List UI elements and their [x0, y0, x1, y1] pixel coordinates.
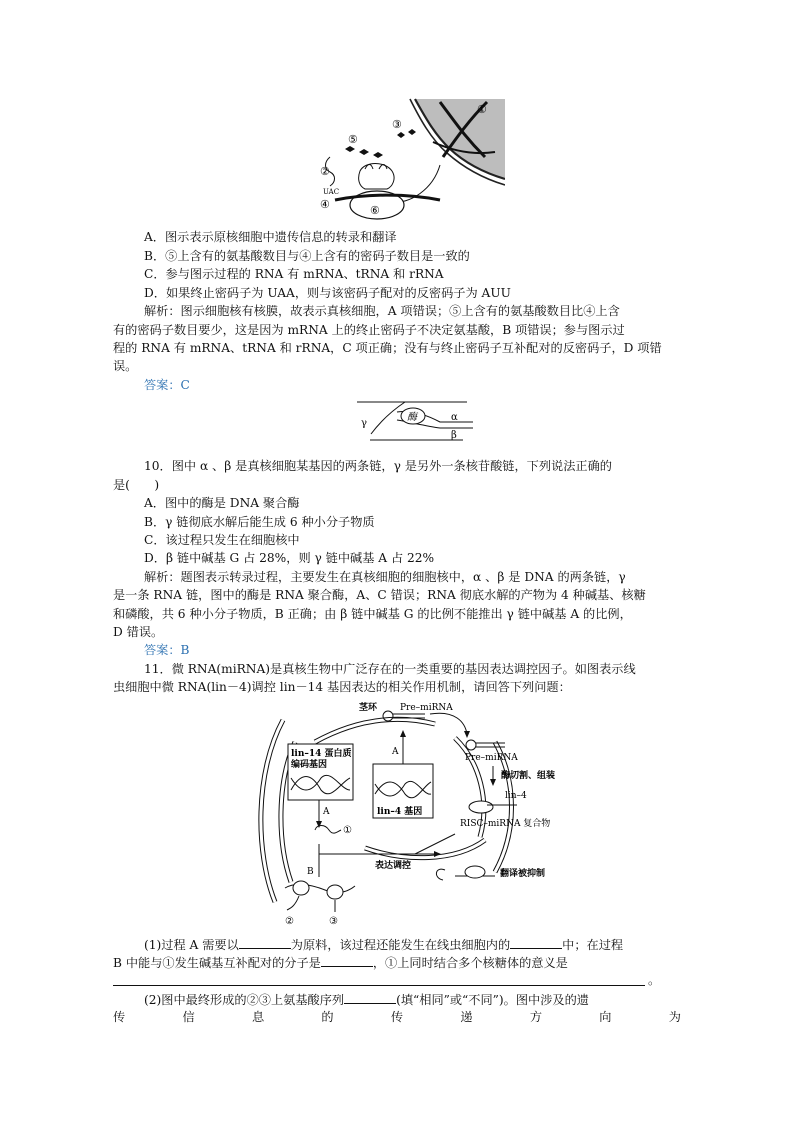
regulate-label: 表达调控 — [375, 861, 412, 871]
peptide-chain — [345, 146, 383, 158]
answer-blank-5[interactable] — [344, 991, 396, 1004]
pre-mirna-2-strand — [476, 743, 505, 747]
q10-analysis-1: 解析：题图表示转录过程，主要发生在真核细胞的细胞核中，α 、β 是 DNA 的两条链，γ — [144, 570, 626, 584]
transcription-figure — [355, 392, 475, 448]
label-2: ② — [320, 165, 330, 178]
translation-figure — [315, 97, 505, 222]
alpha-label: α — [451, 412, 458, 423]
q9-option-b: B．⑤上含有的氨基酸数目与④上含有的密码子数目是一致的 — [144, 249, 470, 263]
inhibit-label: 翻译被抑制 — [500, 869, 546, 879]
label-c1: ① — [343, 825, 352, 836]
risc-complex — [469, 801, 493, 813]
risc-label: RISC–miRNA 复合物 — [460, 819, 551, 829]
label-3: ③ — [392, 118, 402, 131]
mirna-figure — [255, 702, 595, 930]
q11-p2-char-5: 传 — [390, 1010, 404, 1024]
q11-p2-char-3: 息 — [251, 1010, 265, 1024]
label-A-left: A — [323, 807, 330, 817]
export-arrowhead — [464, 731, 470, 738]
q11-p1-c: 中；在过程 — [562, 938, 624, 952]
label-B: B — [307, 867, 314, 877]
export-arrow — [430, 713, 467, 734]
lin14-label-2: 编码基因 — [291, 760, 328, 770]
q9-analysis-2: 有的密码子数目要少，这是因为 mRNA 上的终止密码子不决定氨基酸，B 项错误；参与图示过 — [113, 323, 625, 337]
q10-answer: 答案：B — [144, 643, 190, 657]
cut-label: 酶切割、组装 — [501, 771, 556, 781]
q10-analysis-2: 是一条 RNA 链，图中的酶是 RNA 聚合酶，A、C 错误；RNA 彻底水解的产物为 4 种碱基、核糖 — [113, 588, 646, 602]
q11-p1-a: (1)过程 A 需要以 — [144, 938, 239, 952]
label-6: ⑥ — [370, 204, 380, 217]
nucleus-shading — [415, 99, 505, 179]
q9-option-d: D．如果终止密码子为 UAA，则与该密码子配对的反密码子为 AUU — [144, 286, 511, 300]
enzyme-label: 酶 — [407, 412, 417, 423]
beta-label: β — [451, 430, 457, 441]
q9-analysis-3: 程的 RNA 有 mRNA、tRNA 和 rRNA，C 项正确；没有与终止密码子互补配对的反密码子，D 项错 — [113, 341, 662, 355]
q10-option-c: C．该过程只发生在细胞核中 — [144, 533, 300, 547]
q11-p2-line2 — [113, 1009, 681, 1025]
q10-option-d: D．β 链中碱基 G 占 28%，则 γ 链中碱基 A 占 22% — [144, 551, 435, 565]
gamma-label: γ — [361, 418, 367, 429]
q9-answer: 答案：C — [144, 378, 190, 392]
q11-stem-2: 虫细胞中微 RNA(lin－4)调控 lin－14 基因表达的相关作用机制，请回答下列问题： — [113, 680, 571, 694]
q11-p1-line2 — [113, 954, 568, 971]
q9-option-a: A．图示表示原核细胞中遗传信息的转录和翻译 — [144, 230, 397, 244]
q10-stem-1: 10．图中 α 、β 是真核细胞某基因的两条链，γ 是另外一条核苷酸链，下列说法正确的 — [144, 459, 612, 473]
answer-blank-1[interactable] — [239, 936, 291, 949]
q9-analysis-4: 误。 — [113, 359, 138, 373]
q11-p2-char-1: 传 — [113, 1010, 126, 1024]
q11-p2-char-9: 为 — [668, 1010, 681, 1024]
ribosome-small — [359, 164, 394, 190]
label-c3: ③ — [329, 916, 338, 927]
q10-option-b: B．γ 链彻底水解后能生成 6 种小分子物质 — [144, 515, 375, 529]
stem-loop-label: 茎环 — [359, 703, 378, 713]
q10-stem-2: 是( ) — [113, 478, 160, 492]
arrow-A-up-head — [400, 730, 406, 737]
label-c2: ② — [285, 916, 294, 927]
q9-option-c: C．参与图示过程的 RNA 有 mRNA、tRNA 和 rRNA — [144, 267, 444, 281]
q11-p2-char-4: 的 — [321, 1010, 334, 1024]
ribosome-2 — [327, 885, 343, 899]
label-4: ④ — [320, 198, 330, 211]
cut-arrowhead — [490, 779, 496, 786]
answer-blank-4[interactable] — [113, 985, 645, 986]
q11-p1-d: B 中能与①发生碱基互补配对的分子是 — [113, 956, 321, 970]
q11-p1-b: 为原料，该过程还能发生在线虫细胞内的 — [290, 938, 511, 952]
q11-p2-a: (2)图中最终形成的②③上氨基酸序列 — [144, 993, 345, 1007]
risc-to-regulate-line — [415, 834, 455, 854]
label-A-top: A — [392, 747, 399, 757]
answer-blank-2[interactable] — [510, 936, 562, 949]
q11-p2-char-7: 方 — [529, 1010, 542, 1024]
lin14-label-1: lin–14 蛋白质 — [291, 749, 352, 759]
q11-p2-char-8: 向 — [599, 1010, 612, 1024]
lin4-mirna-label: lin–4 — [505, 791, 527, 801]
label-1: ① — [477, 103, 487, 116]
q11-p2-line1 — [144, 991, 589, 1008]
q11-p1-e: ，①上同时结合多个核糖体的意义是 — [372, 956, 568, 970]
q11-p2-char-2: 信 — [182, 1010, 195, 1024]
membrane-top — [315, 719, 435, 742]
pre-mirna-2-label: Pre–miRNA — [465, 753, 518, 763]
inhibited-complex — [465, 866, 485, 878]
lin4-gene-label: lin–4 基因 — [377, 807, 423, 817]
q10-analysis-3: 和磷酸，共 6 种小分子物质，B 正确；由 β 链中碱基 G 的比例不能推出 γ 链中碱基 A 的比例， — [113, 607, 632, 621]
anticodon: UAC — [323, 188, 340, 196]
gamma-chain — [371, 402, 405, 434]
peptide-2 — [287, 896, 299, 910]
q10-option-a: A．图中的酶是 DNA 聚合酶 — [144, 496, 300, 510]
q11-p2-char-6: 递 — [460, 1010, 473, 1024]
q11-p1-line1 — [144, 936, 623, 953]
answer-blank-3[interactable] — [321, 954, 373, 967]
q11-stem-1: 11．微 RNA(miRNA)是真核生物中广泛存在的一类重要的基因表达调控因子。如图表示线 — [144, 662, 636, 676]
label-5: ⑤ — [348, 133, 358, 146]
q9-analysis-1: 解析：图示细胞核有核膜，故表示真核细胞，A 项错误；⑤上含有的氨基酸数目比④上含 — [144, 304, 620, 318]
q10-analysis-4: D 错误。 — [113, 625, 164, 639]
pre-mirna-1-label: Pre–miRNA — [400, 703, 453, 713]
q11-p1-f: 。 — [648, 973, 661, 987]
ribosome-1 — [293, 881, 309, 895]
inhibited-mrna — [436, 869, 445, 880]
q11-p2-b: (填“相同”或“不同”)。图中涉及的遗 — [396, 993, 589, 1007]
pre-mirna-2-loop — [466, 740, 476, 750]
